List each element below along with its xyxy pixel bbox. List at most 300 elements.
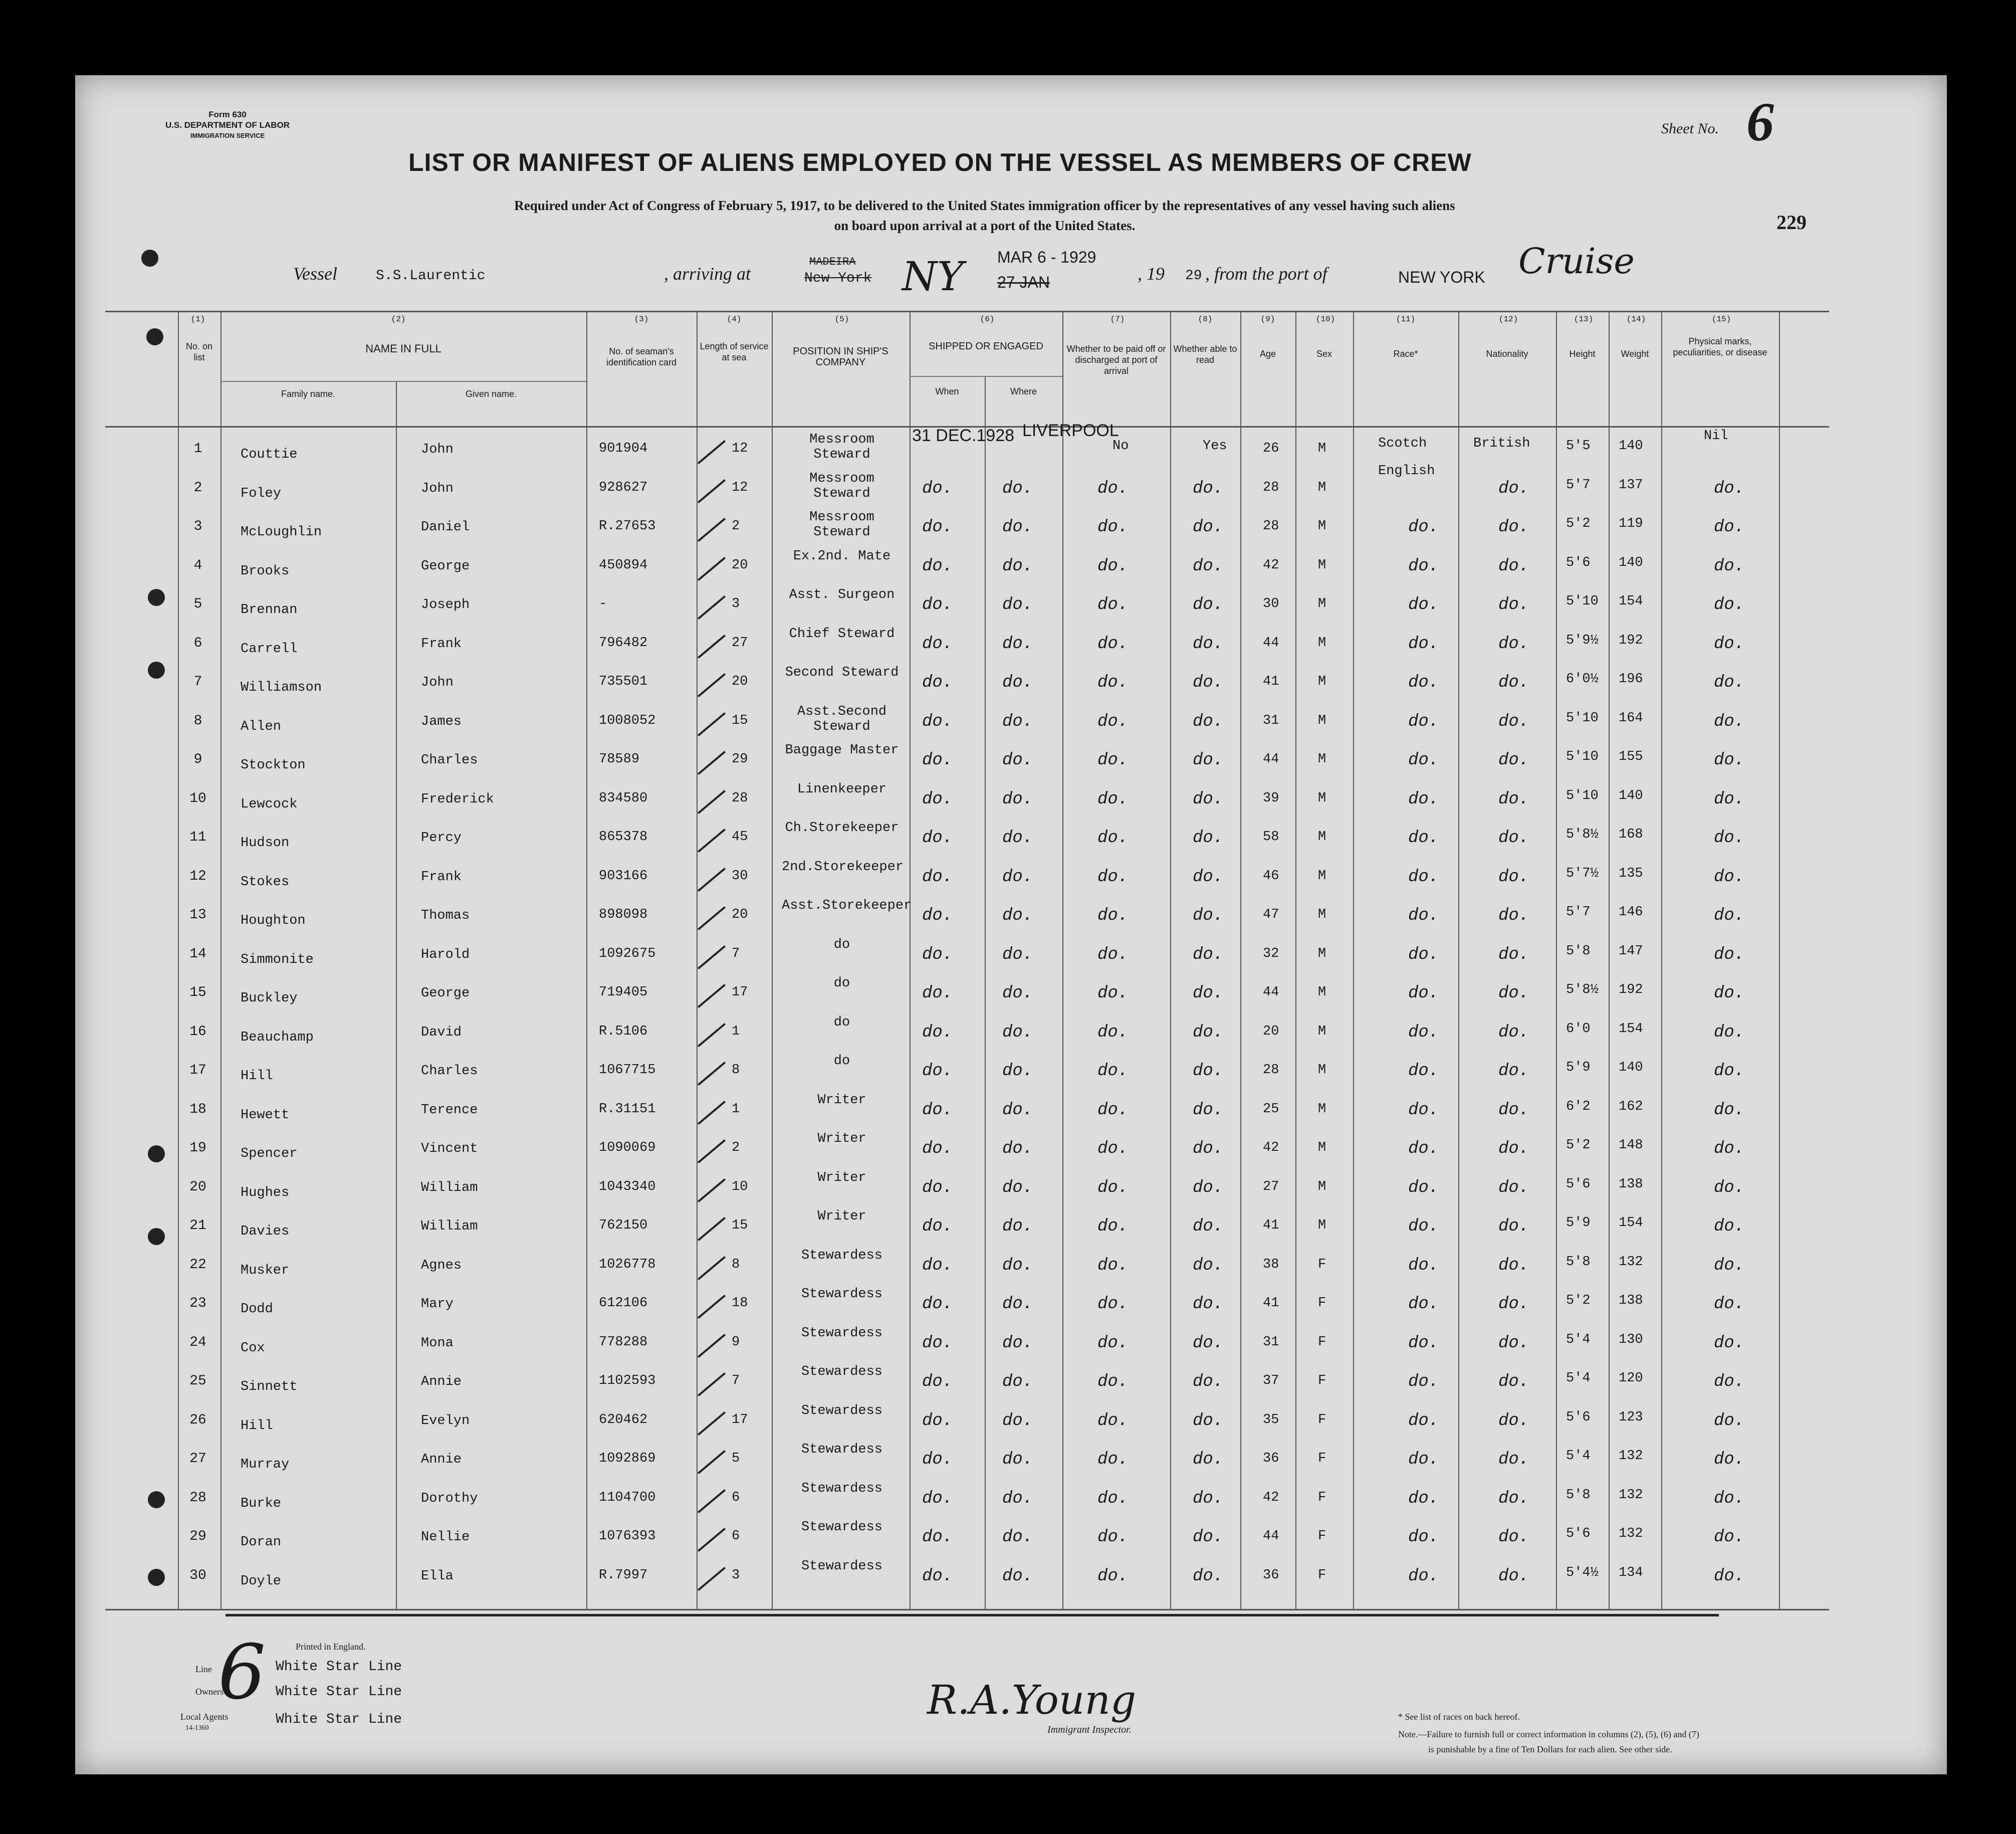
- col-rule-3: [396, 381, 397, 1609]
- id-card-number: 612106: [599, 1296, 648, 1311]
- sex: M: [1318, 558, 1326, 573]
- family-name: Cox: [241, 1341, 265, 1356]
- sex: M: [1318, 1140, 1326, 1155]
- arriving-label: , arriving at: [664, 264, 751, 284]
- cruise-note: Cruise: [1518, 241, 1635, 282]
- height: 5'9: [1566, 1060, 1591, 1075]
- ditto-mark: do.: [922, 1450, 953, 1469]
- height: 5'8½: [1566, 827, 1599, 842]
- col-num-14: (14): [1626, 315, 1646, 324]
- sex: F: [1318, 1257, 1326, 1272]
- ditto-mark: do.: [1498, 479, 1529, 498]
- ditto-mark: do.: [1002, 1178, 1033, 1197]
- shipped-sub-rule: [910, 376, 1062, 377]
- check-mark: [698, 1372, 726, 1396]
- height: 5'4: [1566, 1449, 1591, 1464]
- hdr-nationality: Nationality: [1486, 349, 1528, 359]
- height: 5'4½: [1566, 1565, 1599, 1580]
- service-length: 2: [732, 519, 740, 534]
- ditto-mark: do.: [1408, 790, 1439, 809]
- ditto-mark: do.: [1498, 945, 1529, 964]
- ditto-mark: do.: [922, 1567, 953, 1586]
- hdr-able-read: Whether able to read: [1173, 344, 1237, 365]
- height: 5'6: [1566, 555, 1591, 570]
- service-length: 8: [732, 1063, 740, 1078]
- ditto-mark: do.: [1714, 984, 1745, 1003]
- id-card-number: 1092675: [599, 946, 656, 961]
- family-name: Couttie: [241, 447, 298, 462]
- given-name: George: [421, 559, 470, 574]
- ditto-mark: do.: [1408, 712, 1439, 731]
- col-rule-17: [1661, 311, 1662, 1609]
- ditto-mark: do.: [1002, 1217, 1033, 1236]
- age: 37: [1263, 1373, 1279, 1388]
- id-card-number: 735501: [599, 674, 648, 689]
- sex: F: [1318, 1568, 1326, 1583]
- weight: 192: [1619, 633, 1643, 648]
- ditto-mark: do.: [1714, 595, 1745, 615]
- ditto-mark: do.: [1408, 1567, 1439, 1586]
- ditto-mark: do.: [1408, 557, 1439, 576]
- id-card-number: 1076393: [599, 1529, 656, 1544]
- given-name: Frederick: [421, 792, 494, 807]
- hdr-when: When: [935, 386, 959, 396]
- ditto-mark: do.: [922, 1217, 953, 1236]
- family-name: Hewett: [241, 1108, 290, 1123]
- check-mark: [698, 557, 726, 581]
- height: 5'7: [1566, 905, 1591, 920]
- position: Stewardess: [801, 1287, 883, 1302]
- row-number: 2: [193, 480, 202, 496]
- ditto-mark: do.: [1097, 1567, 1129, 1586]
- ditto-mark: do.: [1002, 635, 1033, 654]
- row-number: 15: [189, 985, 206, 1000]
- family-name: Spencer: [241, 1146, 298, 1161]
- given-name: Frank: [421, 870, 462, 885]
- position: Stewardess: [801, 1326, 883, 1341]
- hdr-physical: Physical marks, peculiarities, or disease: [1673, 336, 1767, 357]
- row-number: 7: [193, 674, 202, 690]
- row1-when: 31 DEC.1928: [912, 426, 1015, 445]
- ditto-mark: do.: [1714, 1567, 1745, 1586]
- hdr-weight: Weight: [1621, 349, 1649, 359]
- check-mark: [698, 1256, 726, 1280]
- weight: 192: [1619, 982, 1643, 997]
- given-name: Harold: [421, 947, 470, 962]
- id-card-number: 1008052: [599, 713, 656, 728]
- ditto-mark: do.: [1097, 595, 1129, 615]
- form-department: U.S. DEPARTMENT OF LABOR: [165, 120, 290, 130]
- check-mark: [698, 1567, 726, 1591]
- ditto-mark: do.: [1408, 518, 1439, 537]
- weight: 132: [1619, 1449, 1643, 1464]
- hdr-id-card: No. of seaman's identification card: [606, 346, 677, 367]
- hdr-name-in-full: NAME IN FULL: [365, 342, 441, 355]
- ditto-mark: do.: [1408, 635, 1439, 654]
- given-name: William: [421, 1219, 478, 1234]
- ditto-mark: do.: [1193, 984, 1224, 1003]
- ditto-mark: do.: [1002, 479, 1033, 498]
- check-mark: [698, 673, 726, 697]
- position: Writer: [817, 1209, 866, 1224]
- ditto-mark: do.: [922, 712, 953, 731]
- height: 5'2: [1566, 1293, 1591, 1308]
- ditto-mark: do.: [922, 1023, 953, 1042]
- ditto-mark: do.: [922, 1334, 953, 1353]
- ditto-mark: do.: [922, 518, 953, 537]
- col-rule-7: [910, 311, 911, 1609]
- id-card-number: 903166: [599, 869, 648, 884]
- position: do: [833, 1015, 850, 1030]
- ditto-mark: do.: [922, 1178, 953, 1197]
- ditto-mark: do.: [1714, 1256, 1745, 1275]
- given-name: Vincent: [421, 1141, 478, 1156]
- row-number: 23: [189, 1296, 206, 1311]
- row-number: 8: [193, 713, 202, 729]
- check-mark: [698, 906, 726, 930]
- from-port: NEW YORK: [1398, 268, 1485, 286]
- sex: M: [1318, 1179, 1326, 1194]
- col-num-10: (10): [1315, 315, 1335, 324]
- age: 25: [1263, 1102, 1279, 1117]
- position: Asst.Second Steward: [797, 704, 887, 734]
- position: do: [833, 976, 850, 991]
- from-port-label: , from the port of: [1205, 264, 1327, 284]
- ditto-mark: do.: [1002, 984, 1033, 1003]
- owners-label: Owners: [195, 1687, 223, 1697]
- weight: 130: [1619, 1332, 1643, 1347]
- year-label: , 19: [1138, 264, 1165, 284]
- ditto-mark: do.: [1097, 1062, 1129, 1081]
- height: 5'9½: [1566, 633, 1599, 648]
- check-mark: [698, 1411, 726, 1436]
- ditto-mark: do.: [1498, 829, 1529, 848]
- height: 5'6: [1566, 1177, 1591, 1192]
- punch-hole: [148, 662, 165, 679]
- family-name: McLoughlin: [241, 525, 322, 540]
- struck-port-1: MADEIRA: [809, 256, 856, 268]
- service-length: 8: [732, 1257, 740, 1272]
- height: 5'9: [1566, 1215, 1591, 1231]
- id-card-number: 928627: [599, 480, 648, 495]
- weight: 148: [1619, 1138, 1643, 1153]
- check-mark: [698, 1217, 726, 1241]
- ditto-mark: do.: [1002, 518, 1033, 537]
- family-name: Davies: [241, 1224, 290, 1239]
- age: 26: [1263, 441, 1279, 456]
- punch-hole: [148, 589, 165, 606]
- ditto-mark: do.: [1097, 1101, 1129, 1120]
- service-length: 7: [732, 1373, 740, 1388]
- age: 42: [1263, 1140, 1279, 1155]
- sheet-number: 6: [1746, 91, 1774, 152]
- family-name: Dodd: [241, 1302, 273, 1317]
- position: Linenkeeper: [797, 782, 887, 797]
- ditto-mark: do.: [1498, 635, 1529, 654]
- ditto-mark: do.: [1714, 1101, 1745, 1120]
- check-mark: [698, 945, 726, 969]
- ditto-mark: do.: [1498, 751, 1529, 770]
- ditto-mark: do.: [1408, 1023, 1439, 1042]
- ditto-mark: do.: [922, 635, 953, 654]
- ditto-mark: do.: [1714, 829, 1745, 848]
- ditto-mark: do.: [1498, 673, 1529, 692]
- age: 38: [1263, 1257, 1279, 1272]
- sex: M: [1318, 1218, 1326, 1233]
- ditto-mark: do.: [922, 1062, 953, 1081]
- id-card-number: 834580: [599, 791, 648, 806]
- ditto-mark: do.: [922, 1295, 953, 1314]
- ditto-mark: do.: [1097, 1334, 1129, 1353]
- row1-physical: Nil: [1704, 429, 1728, 444]
- age: 46: [1263, 869, 1279, 884]
- agents-code: 14-1360: [185, 1724, 209, 1732]
- ditto-mark: do.: [1097, 790, 1129, 809]
- age: 36: [1263, 1451, 1279, 1466]
- ditto-mark: do.: [1498, 595, 1529, 615]
- given-name: Frank: [421, 637, 462, 652]
- ditto-mark: do.: [1498, 557, 1529, 576]
- height: 6'0½: [1566, 672, 1599, 687]
- ditto-mark: do.: [1498, 1372, 1529, 1391]
- col-rule-11: [1240, 311, 1241, 1609]
- height: 5'5: [1566, 439, 1591, 454]
- ditto-mark: do.: [1002, 1139, 1033, 1158]
- row-number: 28: [189, 1490, 206, 1506]
- col-num-9: (9): [1260, 315, 1275, 324]
- id-card-number: R.27653: [599, 519, 656, 534]
- ditto-mark: do.: [922, 1489, 953, 1508]
- ditto-mark: do.: [1714, 479, 1745, 498]
- col-rule-12: [1295, 311, 1296, 1609]
- ditto-mark: do.: [1498, 790, 1529, 809]
- row1-race: Scotch: [1378, 436, 1427, 451]
- ditto-mark: do.: [1097, 1023, 1129, 1042]
- weight: 123: [1619, 1410, 1643, 1425]
- position: Writer: [817, 1170, 866, 1185]
- given-name: Terence: [421, 1103, 478, 1118]
- id-card-number: 898098: [599, 907, 648, 922]
- check-mark: [698, 518, 726, 542]
- ditto-mark: do.: [1002, 945, 1033, 964]
- struck-port-2: New York: [804, 271, 872, 286]
- height: 6'0: [1566, 1022, 1591, 1037]
- ditto-mark: do.: [1097, 868, 1129, 887]
- row-number: 26: [189, 1412, 206, 1428]
- id-card-number: 1104700: [599, 1490, 656, 1505]
- height: 5'4: [1566, 1332, 1591, 1347]
- col-rule-5: [697, 311, 698, 1609]
- ditto-mark: do.: [1193, 1101, 1224, 1120]
- ditto-mark: do.: [922, 595, 953, 615]
- sex: M: [1318, 830, 1326, 845]
- id-card-number: 719405: [599, 985, 648, 1000]
- service-length: 45: [732, 830, 748, 845]
- given-name: Mary: [421, 1297, 454, 1312]
- weight: 162: [1619, 1099, 1643, 1114]
- ditto-mark: do.: [1408, 1372, 1439, 1391]
- col-rule-14: [1458, 311, 1459, 1609]
- ditto-mark: do.: [1408, 1217, 1439, 1236]
- ditto-mark: do.: [1498, 1062, 1529, 1081]
- ditto-mark: do.: [1097, 906, 1129, 925]
- ditto-mark: do.: [1097, 751, 1129, 770]
- closing-line: [226, 1614, 1719, 1616]
- ditto-mark: do.: [1193, 1567, 1224, 1586]
- weight: 137: [1619, 478, 1643, 493]
- ditto-mark: do.: [922, 751, 953, 770]
- row-number: 16: [189, 1024, 206, 1040]
- weight: 135: [1619, 866, 1643, 881]
- given-name: Thomas: [421, 908, 470, 923]
- ditto-mark: do.: [1714, 1489, 1745, 1508]
- ditto-mark: do.: [1498, 984, 1529, 1003]
- col-num-6: (6): [980, 315, 995, 324]
- service-length: 17: [732, 985, 748, 1000]
- ditto-mark: do.: [1714, 790, 1745, 809]
- col-num-4: (4): [727, 315, 742, 324]
- position: Messroom Steward: [809, 432, 874, 462]
- ditto-mark: do.: [922, 1528, 953, 1547]
- family-name: Musker: [241, 1263, 290, 1278]
- ditto-mark: do.: [1408, 1178, 1439, 1197]
- ditto-mark: do.: [1193, 595, 1224, 615]
- ditto-mark: do.: [1193, 557, 1224, 576]
- table-top-rule: [105, 311, 1829, 312]
- age: 44: [1263, 636, 1279, 651]
- row-number: 19: [189, 1140, 206, 1156]
- row1-nationality: British: [1473, 436, 1530, 451]
- age: 32: [1263, 946, 1279, 961]
- col-rule-8: [985, 376, 986, 1609]
- check-mark: [698, 1101, 726, 1125]
- age: 28: [1263, 480, 1279, 495]
- sex: F: [1318, 1296, 1326, 1311]
- ditto-mark: do.: [922, 790, 953, 809]
- punch-hole: [141, 250, 158, 267]
- given-name: John: [421, 675, 454, 690]
- ditto-mark: do.: [922, 1411, 953, 1431]
- id-card-number: 762150: [599, 1218, 648, 1233]
- sex: F: [1318, 1373, 1326, 1388]
- family-name: Hill: [241, 1418, 273, 1434]
- family-name: Buckley: [241, 991, 298, 1006]
- height: 5'8: [1566, 944, 1591, 959]
- sex: F: [1318, 1490, 1326, 1505]
- position: Ch.Storekeeper: [785, 821, 899, 836]
- col-num-8: (8): [1198, 315, 1213, 324]
- ditto-mark: do.: [1097, 479, 1129, 498]
- family-name: Williamson: [241, 680, 322, 695]
- ditto-mark: do.: [1002, 1023, 1033, 1042]
- check-mark: [698, 1023, 726, 1047]
- ditto-mark: do.: [1193, 1489, 1224, 1508]
- ditto-mark: do.: [1408, 1256, 1439, 1275]
- service-length: 20: [732, 674, 748, 689]
- check-mark: [698, 751, 726, 775]
- row-number: 11: [189, 830, 206, 845]
- weight: 168: [1619, 827, 1643, 842]
- ditto-mark: do.: [1408, 1101, 1439, 1120]
- ditto-mark: do.: [922, 868, 953, 887]
- age: 35: [1263, 1412, 1279, 1428]
- year-value: 29: [1185, 268, 1202, 284]
- col-num-3: (3): [634, 315, 649, 324]
- ditto-mark: do.: [1097, 635, 1129, 654]
- service-length: 3: [732, 596, 740, 612]
- vessel-name: S.S.Laurentic: [376, 268, 486, 284]
- height: 5'6: [1566, 1410, 1591, 1425]
- check-mark: [698, 868, 726, 892]
- age: 20: [1263, 1024, 1279, 1039]
- agents-value: White Star Line: [276, 1712, 402, 1727]
- given-name: Mona: [421, 1336, 454, 1351]
- col-rule-6: [772, 311, 773, 1609]
- col-num-2: (2): [391, 315, 406, 324]
- ditto-mark: do.: [1193, 945, 1224, 964]
- form-header: [165, 109, 290, 141]
- weight: 120: [1619, 1371, 1643, 1386]
- ditto-mark: do.: [1408, 673, 1439, 692]
- ditto-mark: do.: [1002, 1101, 1033, 1120]
- ditto-mark: do.: [1714, 1023, 1745, 1042]
- weight: 132: [1619, 1526, 1643, 1541]
- service-length: 20: [732, 907, 748, 922]
- height: 5'7: [1566, 478, 1591, 493]
- weight: 164: [1619, 711, 1643, 726]
- weight: 134: [1619, 1565, 1643, 1580]
- ditto-mark: do.: [1498, 1567, 1529, 1586]
- ditto-mark: do.: [1714, 518, 1745, 537]
- ditto-mark: do.: [1193, 712, 1224, 731]
- check-mark: [698, 440, 726, 464]
- sex: M: [1318, 869, 1326, 884]
- punch-hole: [146, 328, 163, 345]
- age: 28: [1263, 1063, 1279, 1078]
- ditto-mark: do.: [922, 479, 953, 498]
- sex: M: [1318, 480, 1326, 495]
- col-num-13: (13): [1574, 315, 1594, 324]
- given-name: Ella: [421, 1569, 454, 1584]
- family-name: Houghton: [241, 913, 306, 928]
- ditto-mark: do.: [1498, 906, 1529, 925]
- ditto-mark: do.: [1193, 751, 1224, 770]
- row-number: 27: [189, 1451, 206, 1467]
- inspector-signature: R.A.Young: [927, 1677, 1137, 1723]
- given-name: Percy: [421, 831, 462, 846]
- position: Stewardess: [801, 1403, 883, 1418]
- age: 28: [1263, 519, 1279, 534]
- position: Stewardess: [801, 1559, 883, 1574]
- given-name: George: [421, 986, 470, 1001]
- row-number: 3: [193, 519, 202, 534]
- ditto-mark: do.: [1193, 1256, 1224, 1275]
- hdr-no-on-list: No. on list: [185, 341, 213, 362]
- age: 30: [1263, 596, 1279, 612]
- ditto-mark: do.: [1498, 518, 1529, 537]
- hdr-position: POSITION IN SHIP'S COMPANY: [793, 346, 888, 368]
- height: 6'2: [1566, 1099, 1591, 1114]
- check-mark: [698, 790, 726, 814]
- family-name: Allen: [241, 719, 282, 734]
- family-name: Murray: [241, 1457, 290, 1472]
- age: 47: [1263, 907, 1279, 922]
- col-rule-16: [1609, 311, 1610, 1609]
- ditto-mark: do.: [1498, 868, 1529, 887]
- service-length: 27: [732, 636, 748, 651]
- col-num-15: (15): [1711, 315, 1731, 324]
- position: Stewardess: [801, 1248, 883, 1263]
